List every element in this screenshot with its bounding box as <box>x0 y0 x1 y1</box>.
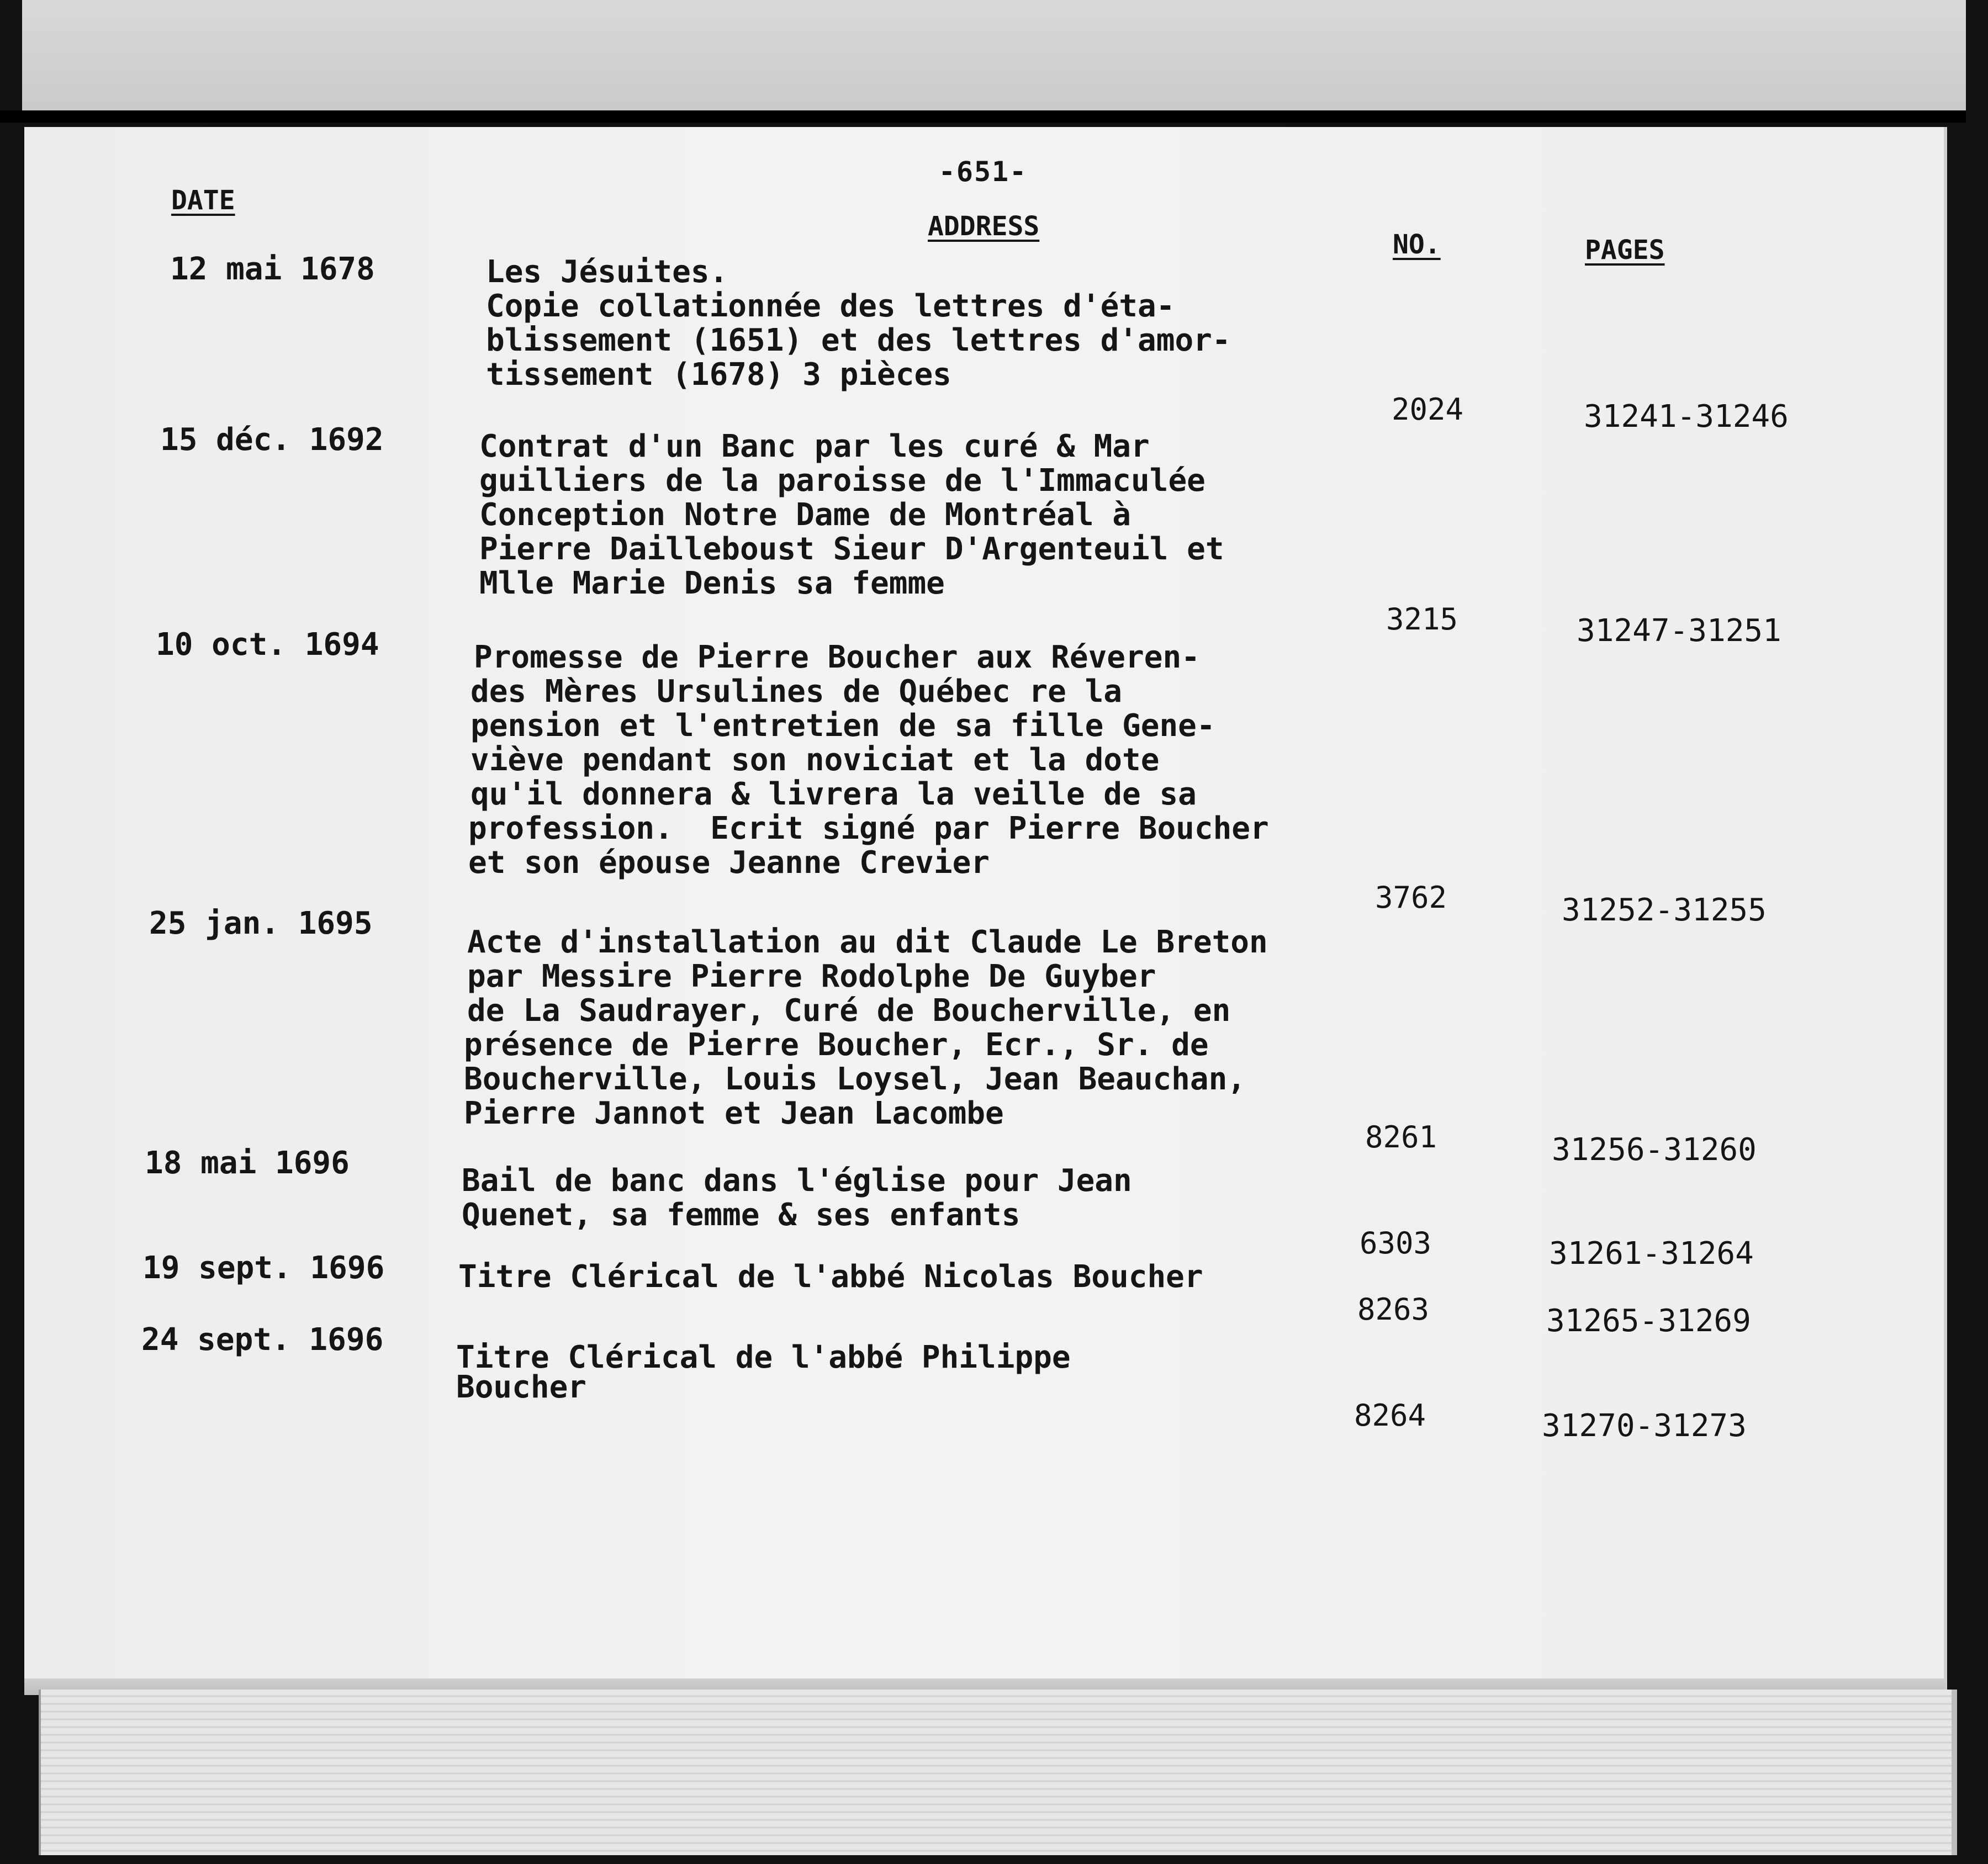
entry-number: 3762 <box>1375 880 1447 915</box>
previous-card-edge <box>22 0 1966 120</box>
column-header-no: NO. <box>1393 229 1441 260</box>
entry-pages: 31252-31255 <box>1562 892 1767 928</box>
entry-address-line: blissement (1651) et des lettres d'amor- <box>486 322 1231 358</box>
entry-address-line: profession. Ecrit signé par Pierre Boucher <box>468 811 1269 846</box>
column-header-date: DATE <box>171 185 235 216</box>
entry-address-line: Contrat d'un Banc par les curé & Mar <box>479 428 1150 464</box>
entry-address-line: pension et l'entretien de sa fille Gene- <box>470 708 1215 744</box>
entry-address-line: Mlle Marie Denis sa femme <box>479 565 945 601</box>
entry-address-line: Bail de banc dans l'église pour Jean <box>462 1163 1132 1199</box>
card-divider <box>0 110 1966 123</box>
column-header-pages: PAGES <box>1585 235 1665 266</box>
entry-date: 25 jan. 1695 <box>149 905 373 941</box>
entry-date: 15 déc. 1692 <box>160 422 384 458</box>
entry-address-line: Conception Notre Dame de Montréal à <box>479 497 1132 533</box>
entry-date: 24 sept. 1696 <box>141 1322 384 1358</box>
entry-pages: 31241-31246 <box>1584 399 1789 435</box>
entry-address-line: Boucherville, Louis Loysel, Jean Beauchan, <box>464 1061 1246 1097</box>
page-number: -651- <box>938 156 1028 188</box>
entry-address-line: qu'il donnera & livrera la veille de sa <box>470 776 1197 812</box>
entry-address-line: Les Jésuites. <box>486 254 728 290</box>
entry-pages: 31265-31269 <box>1546 1303 1751 1339</box>
entry-number: 8264 <box>1354 1398 1426 1433</box>
entry-address-line: Titre Clérical de l'abbé Nicolas Boucher <box>458 1259 1203 1295</box>
entry-pages: 31270-31273 <box>1542 1408 1747 1444</box>
entry-date: 19 sept. 1696 <box>142 1250 385 1286</box>
entry-address-line: Promesse de Pierre Boucher aux Réveren- <box>474 639 1200 675</box>
entry-address-line: Acte d'installation au dit Claude Le Breton <box>467 924 1268 960</box>
entry-date: 12 mai 1678 <box>170 251 375 287</box>
entry-address-line: Titre Clérical de l'abbé Philippe <box>456 1339 1071 1375</box>
entry-address-line: et son épouse Jeanne Crevier <box>468 845 990 881</box>
entry-number: 3215 <box>1386 602 1458 637</box>
entry-number: 2024 <box>1392 392 1464 427</box>
entry-date: 18 mai 1696 <box>145 1145 350 1181</box>
entry-number: 8261 <box>1365 1120 1437 1155</box>
entry-address-line: tissement (1678) 3 pièces <box>486 357 951 393</box>
entry-address-line: Quenet, sa femme & ses enfants <box>462 1197 1021 1233</box>
entry-number: 8263 <box>1357 1292 1430 1327</box>
entry-address-line: Pierre Jannot et Jean Lacombe <box>464 1095 1004 1131</box>
entry-address-line: guilliers de la paroisse de l'Immaculée <box>479 463 1206 499</box>
entry-pages: 31256-31260 <box>1552 1132 1757 1168</box>
entry-address-line: viève pendant son noviciat et la dote <box>470 742 1160 778</box>
entry-number: 6303 <box>1360 1226 1432 1261</box>
entry-address-line: par Messire Pierre Rodolphe De Guyber <box>467 959 1156 994</box>
entry-pages: 31247-31251 <box>1577 613 1781 649</box>
column-header-address: ADDRESS <box>928 211 1040 242</box>
entry-pages: 31261-31264 <box>1549 1236 1754 1272</box>
entry-address-line: de La Saudrayer, Curé de Boucherville, en <box>467 993 1231 1029</box>
entry-date: 10 oct. 1694 <box>156 627 379 663</box>
entry-address-line: Boucher <box>456 1369 587 1405</box>
entry-address-line: Copie collationnée des lettres d'éta- <box>486 288 1175 324</box>
entry-address-line: Pierre Dailleboust Sieur D'Argenteuil et <box>479 531 1224 567</box>
entry-address-line: présence de Pierre Boucher, Ecr., Sr. de <box>464 1027 1209 1063</box>
card-stack-edges <box>39 1690 1957 1855</box>
entry-address-line: des Mères Ursulines de Québec re la <box>470 674 1123 709</box>
